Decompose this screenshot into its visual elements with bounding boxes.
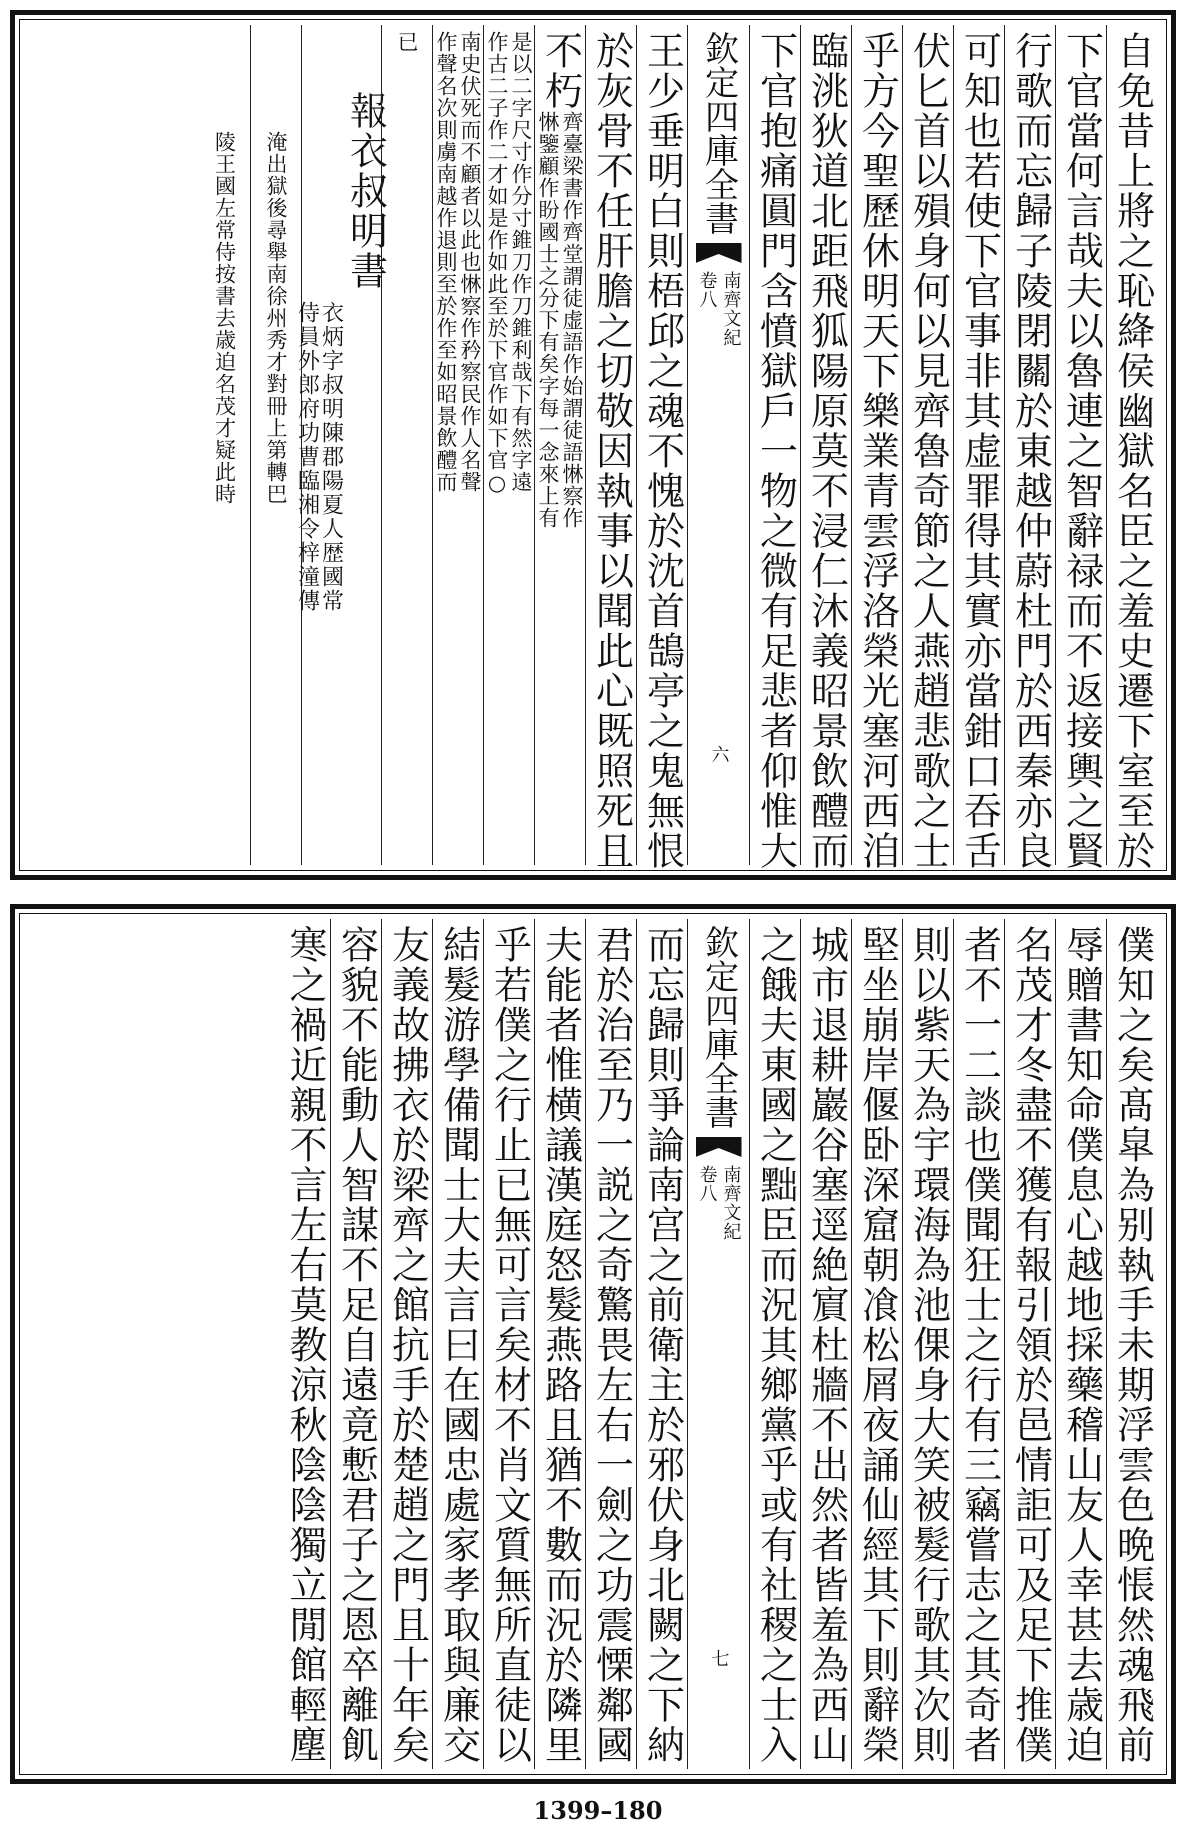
title-note-right: 衣炳字叔明陳郡陽夏人歴國常 <box>318 301 344 613</box>
page-top <box>10 10 1176 880</box>
text-column: 容貌不能動人智謀不足自遠竟慙君子之恩卒離飢 <box>334 925 379 1765</box>
text-column: 者不一二談也僕聞狂士之行有三竊嘗志之其奇者 <box>957 925 1002 1765</box>
text-column: 城市退耕巖谷塞逕絶賔杜牆不出然者皆羞為西山 <box>804 925 849 1765</box>
page-footer: 1399–180 <box>533 1796 663 1825</box>
annotation-right: 齊臺梁書作齊堂謂徒虚語作始謂徒語惏察作 <box>560 111 584 529</box>
page-bottom <box>10 904 1176 1784</box>
text-column: 君於治至乃一説之奇驚畏左右一劍之功震慄鄰國 <box>589 925 634 1765</box>
text-column-main: 不朽 <box>538 31 583 111</box>
text-column: 下官當何言哉夫以魯連之智辭禄而不返接輿之賢 <box>1059 31 1104 871</box>
text-column: 辱贈書知命僕息心越地採藥稽山友人幸甚去歳迫 <box>1059 925 1104 1765</box>
text-column: 可知也若使下官事非其虚罪得其實亦當鉗口吞舌 <box>957 31 1002 871</box>
text-column: 王少垂明白則梧邱之魂不愧於沈首鵠亭之鬼無恨 <box>640 31 685 871</box>
text-column: 夫能者惟横議漢庭怒髮燕路且猶不數而況於隣里 <box>538 925 583 1765</box>
text-column: 臨洮狄道北距飛狐陽原莫不浸仁沐義昭景飲醴而 <box>804 31 849 871</box>
annotation-left: 惏鑒顧作盼國士之分下有矣字每一念來上有 <box>536 111 560 529</box>
text-column: 乎方今聖歷休明天下樂業青雲浮洛榮光塞河西洎 <box>855 31 900 871</box>
text-column: 堅坐崩岸偃卧深窟朝飡松屑夜誦仙經其下則辭榮 <box>855 925 900 1765</box>
annotation: 淹出獄後尋舉南徐州秀才對冊上第轉巴 <box>264 131 288 505</box>
text-column: 而忘歸則爭論南宫之前衛主於邪伏身北闕之下納 <box>640 925 685 1765</box>
volume-label: 卷八 <box>696 271 718 309</box>
volume-label: 卷八 <box>696 1165 718 1203</box>
book-name: 南齊文紀 <box>720 1165 742 1241</box>
fishtail-mark <box>696 243 742 263</box>
text-column: 則以紫天為宇環海為池倮身大笑被髮行歌其次則 <box>906 925 951 1765</box>
annotation-right: 南史伏死而不顧者以此也惏察作矜察民作人名聲 <box>458 31 482 493</box>
text-column: 伏匕首以殞身何以見齊魯奇節之人燕趙悲歌之士 <box>906 31 951 871</box>
text-columns <box>29 25 1157 871</box>
book-title: 欽定四庫全書 <box>698 31 739 235</box>
page-number: 六 <box>708 745 730 765</box>
annotation-left: 作聲名次則虜南越作退則至於作至如昭景飲醴而 <box>434 31 458 493</box>
annotation: 陵王國左常侍按書去歳迫名茂才疑此時 <box>212 131 237 505</box>
title-note-left: 侍員外郎府功曹臨湘令梓潼傳 <box>294 301 320 613</box>
text-columns <box>29 919 1157 1769</box>
text-column: 僕知之矣髙皐為别執手未期浮雲色晩悵然魂飛前 <box>1110 925 1155 1765</box>
text-column: 寒之禍近親不言左右莫教涼秋陰陰獨立閒館輕塵 <box>283 925 327 1765</box>
annotation-end: 已 <box>395 31 419 53</box>
text-column: 結髮游學備聞士大夫言曰在國忠處家孝取與廉交 <box>436 925 481 1765</box>
text-column: 友義故拂衣於梁齊之館抗手於楚趙之門且十年矣 <box>385 925 430 1765</box>
book-title: 欽定四庫全書 <box>698 925 739 1129</box>
text-column: 之餓夫東國之黜臣而況其鄉黨乎或有社稷之士入 <box>753 925 798 1765</box>
text-column: 乎若僕之行止已無可言矣材不肖文質無所直徒以 <box>487 925 532 1765</box>
text-column: 行歌而忘歸子陵閉關於東越仲蔚杜門於西秦亦良 <box>1008 31 1053 871</box>
text-column: 自免昔上將之恥絳侯幽獄名臣之羞史遷下室至於 <box>1110 31 1155 871</box>
annotation-right: 是以二字尺寸作分寸錐刀作刀錐利哉下有然字遠 <box>509 31 533 493</box>
text-column: 下官抱痛圓門含憤獄戶一物之微有足悲者仰惟大 <box>753 31 798 871</box>
page-number: 七 <box>708 1649 730 1669</box>
center-margin <box>687 919 749 1769</box>
letter-title: 報衣叔明書 <box>343 91 388 291</box>
center-margin <box>687 25 749 865</box>
annotation-left: 作古二子作二才如是作如此至於下官作如下官○ <box>485 31 509 496</box>
text-column: 於灰骨不任肝膽之切敬因執事以聞此心既照死且 <box>589 31 634 871</box>
book-name: 南齊文紀 <box>720 271 742 347</box>
fishtail-mark <box>696 1137 742 1157</box>
text-column: 名茂才冬盡不獲有報引領於邑情詎可及足下推僕 <box>1008 925 1053 1765</box>
